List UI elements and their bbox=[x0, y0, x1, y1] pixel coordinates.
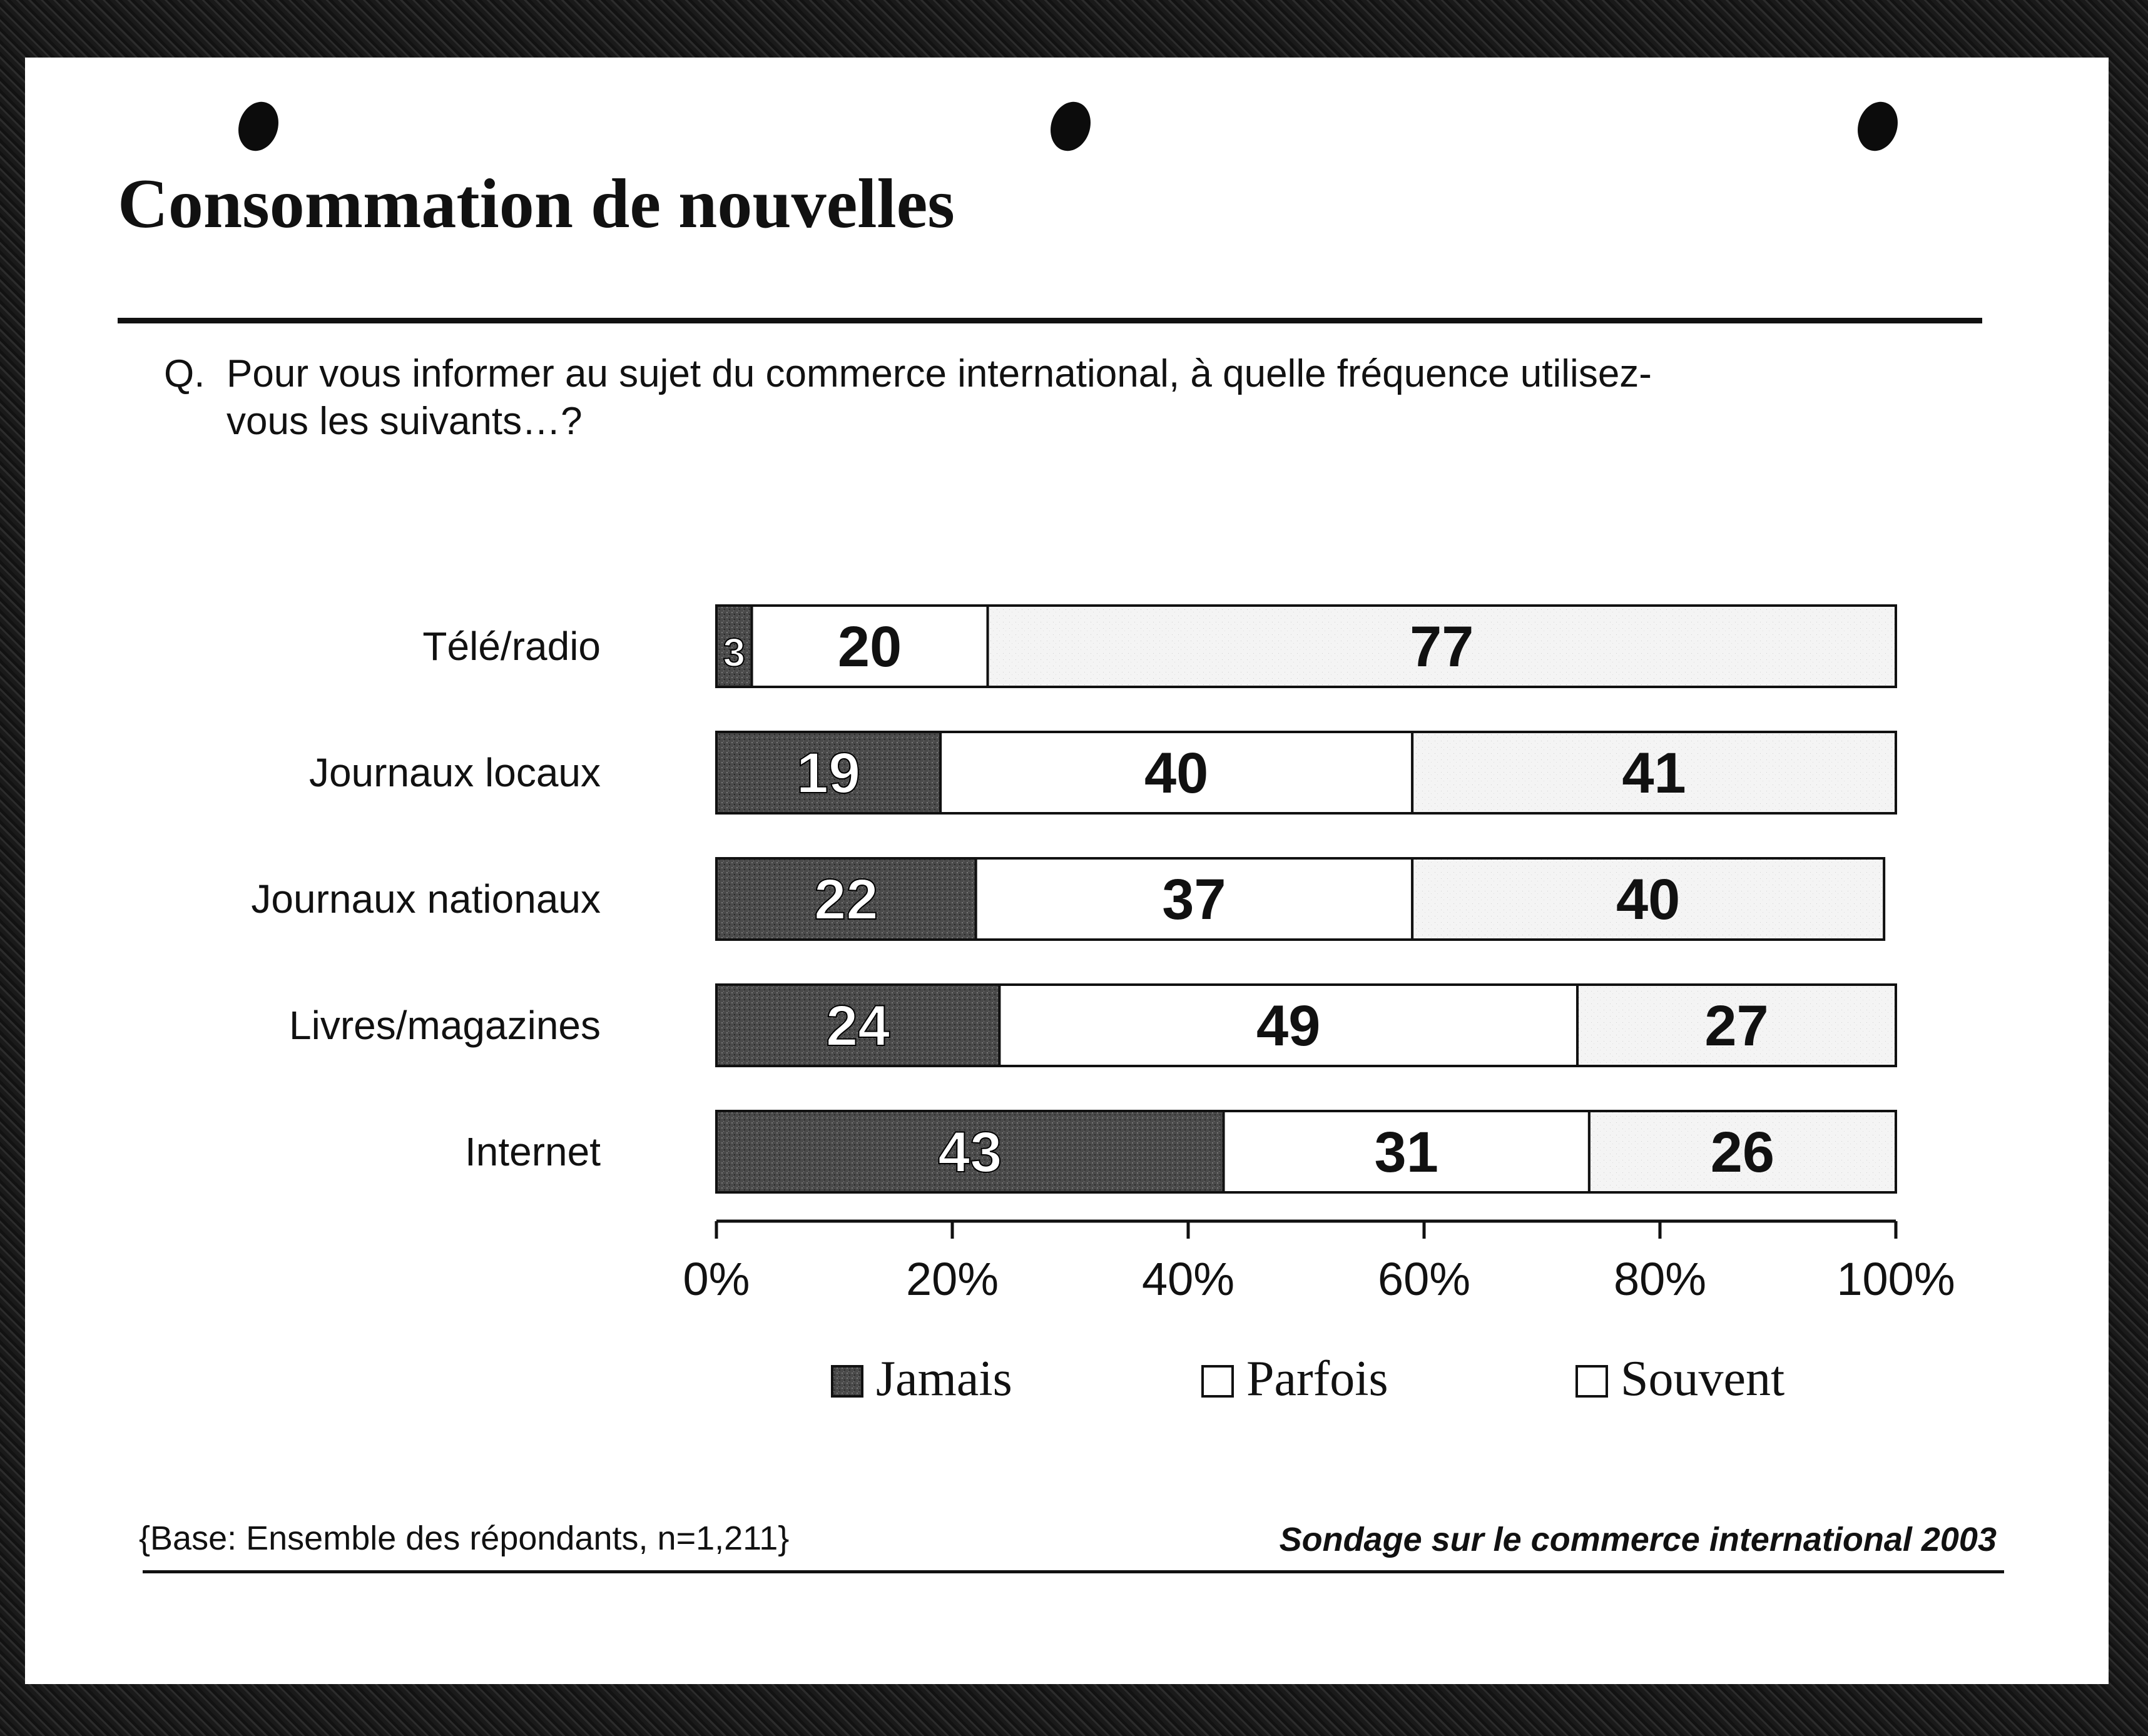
category-label: Livres/magazines bbox=[289, 1003, 601, 1048]
category-label: Journaux locaux bbox=[308, 750, 601, 795]
question-prefix: Q. bbox=[164, 352, 205, 395]
source-note: Sondage sur le commerce international 2003 bbox=[1279, 1521, 1997, 1558]
footer-rule bbox=[143, 1570, 2004, 1573]
data-label: 31 bbox=[1374, 1120, 1438, 1184]
data-label: 22 bbox=[814, 868, 878, 931]
x-tick-label: 100% bbox=[1836, 1253, 1955, 1305]
category-label: Télé/radio bbox=[422, 624, 601, 669]
data-label: 41 bbox=[1622, 741, 1686, 805]
data-label: 3 bbox=[723, 630, 746, 675]
x-tick-label: 0% bbox=[683, 1253, 750, 1305]
question-line-1: Pour vous informer au sujet du commerce international, à quelle fréquence utilisez- bbox=[227, 352, 1652, 395]
legend-label: Parfois bbox=[1246, 1351, 1388, 1406]
data-label: 19 bbox=[796, 741, 861, 805]
x-tick-label: 40% bbox=[1141, 1253, 1235, 1305]
x-tick-label: 80% bbox=[1613, 1253, 1707, 1305]
x-tick-label: 60% bbox=[1377, 1253, 1471, 1305]
data-label: 37 bbox=[1162, 868, 1226, 931]
data-label: 24 bbox=[826, 994, 890, 1058]
page-title: Consommation de nouvelles bbox=[118, 165, 955, 243]
legend-swatch-souvent bbox=[1577, 1366, 1607, 1396]
data-label: 40 bbox=[1616, 868, 1681, 931]
data-label: 26 bbox=[1710, 1120, 1775, 1184]
base-note: {Base: Ensemble des répondants, n=1,211} bbox=[139, 1520, 790, 1557]
data-label: 20 bbox=[837, 615, 902, 679]
question-line-2: vous les suivants…? bbox=[227, 400, 583, 443]
data-label: 40 bbox=[1144, 741, 1209, 805]
category-label: Journaux nationaux bbox=[251, 876, 601, 921]
legend-label: Souvent bbox=[1621, 1351, 1785, 1406]
data-label: 27 bbox=[1704, 994, 1769, 1058]
category-label: Internet bbox=[464, 1129, 601, 1174]
data-label: 49 bbox=[1256, 994, 1321, 1058]
legend-label: Jamais bbox=[876, 1351, 1012, 1406]
legend-swatch-parfois bbox=[1203, 1366, 1233, 1396]
data-label: 77 bbox=[1410, 615, 1474, 679]
data-label: 43 bbox=[938, 1120, 1002, 1184]
x-tick-label: 20% bbox=[905, 1253, 999, 1305]
legend-swatch-jamais bbox=[832, 1366, 862, 1396]
